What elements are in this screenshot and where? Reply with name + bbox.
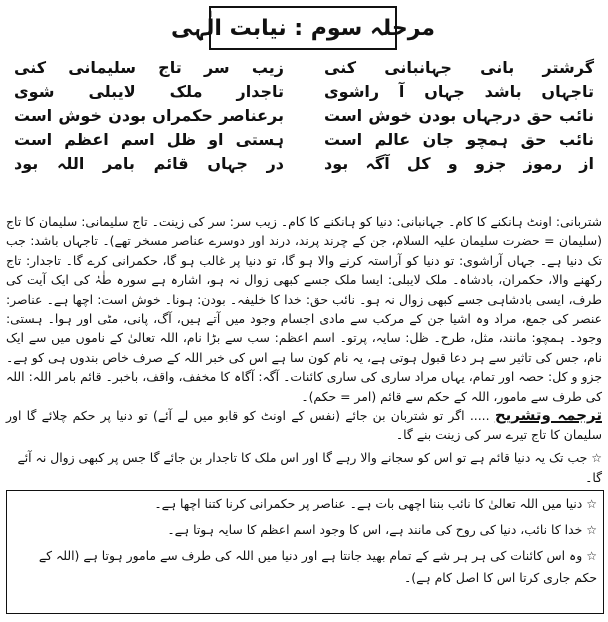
poem <box>14 58 594 178</box>
star-icon: ☆ <box>586 523 597 537</box>
misra-right: از رموز جزو و کل آگہ بود <box>324 154 594 173</box>
translation-heading: ترجمہ وتشریح <box>494 406 602 425</box>
list-item <box>6 448 602 487</box>
poem-verse <box>14 154 594 178</box>
commentary <box>6 212 602 445</box>
translation-text: اگر تو شتربان بن جائے (نفس کے اونٹ کو قابو میں لے آئے) تو دنیا پر حکم چلائے گا اور سلیمان کا تاج تیرے سر کی زینت بنے گا۔ <box>6 408 602 443</box>
misra-left: ہستی او ظل اسم اعظم است <box>14 130 284 149</box>
poem-verse <box>14 82 594 106</box>
misra-right: گرشتر بانی جہانبانی کنی <box>324 58 594 77</box>
misra-left: در جہاں قائم بامر اللہ بود <box>14 154 284 173</box>
misra-right: نائب حق ہمچو جان عالم است <box>324 130 594 149</box>
star-icon: ☆ <box>586 549 597 563</box>
misra-right: نائب حق درجہاں بودن خوش است <box>324 106 594 125</box>
star-icon: ☆ <box>591 451 602 465</box>
list-item-text: وہ اس کائنات کی ہر ہر شے کے تمام بھید جانتا ہے اور دنیا میں اللہ کی طرف سے مامور ہوتا ہے (اللہ کے حکم جاری کرتا اس کا اصل کام ہے)۔ <box>38 548 597 585</box>
misra-right: تاجہاں باشد جہاں آ راشوی <box>324 82 594 101</box>
page-title: مرحلہ سوم : نیابت الٰہی <box>209 6 397 50</box>
glossary-paragraph: شتربانی: اونٹ ہانکنے کا کام۔ جہانبانی: دنیا کو ہانکنے کا کام۔ زیب سر: سر کی زینت۔ تاج سلیمانی: سلیمان کا تاج (سلیمان = حضرت سلیمان علیہ السلام، جن کے چرند پرند، درند اور دوسرے عناصر مسخر تھے)۔ تاجہاں باشد: جب تک دنیا ہے۔ جہاں آراشوی: تو دنیا کو آراستہ کرنے والا ہو گا، تو دنیا پر غالب ہو گا، حکمرانی کرے گا۔ تاجدار: تاج رکھنے والا، حکمران، بادشاہ۔ ملک لایبلی: ایسا ملک جسے کبھی زوال نہ ہو، اشارہ ہے سورہ طٰہٰ کی ایک آیت کی طرف، ایسی بادشاہی جسے کبھی زوال نہ ہو۔ نائب حق: خدا کا خلیفہ۔ بودن: ہونا۔ خوش است: اچھا ہے۔ عناصر: عنصر کی جمع، مراد وہ اشیا جن کے مرکب سے مادی اجسام وجود میں آتے ہیں، آگ، پانی، مٹی اور ہوا۔ ہستی: وجود۔ ہمچو: مانند، مثل، طرح۔ ظل: سایہ، پرتو۔ اسم اعظم: سب سے بڑا نام، اللہ تعالیٰ کے ناموں میں سے ایک نام، جس کی تاثیر سے ہر دعا قبول ہوتی ہے، یہ نام کون سا ہے اس کی خبر اللہ کے صرف خاص بندوں ہی کو ہے۔ جزو و کل: حصہ اور تمام، یہاں مراد ساری کی ساری کائنات۔ آگہ: آگاہ کا مخفف، واقف، باخبر۔ قائم بامر اللہ: اللہ کی طرف سے مامور، اللہ کے حکم سے قائم (امر = حکم)۔ <box>6 214 602 404</box>
list-item <box>13 493 597 515</box>
star-icon: ☆ <box>586 497 597 511</box>
misra-left: برعناصر حکمراں بودن خوش است <box>14 106 284 125</box>
misra-left: زیب سر تاج سلیمانی کنی <box>14 58 284 77</box>
list-item-text: جب تک یہ دنیا قائم ہے تو اس کو سجانے والا رہے گا اور اس ملک کا تاجدار بن جائے گا جس پر کبھی زوال نہ آئے گا۔ <box>17 450 602 485</box>
boxed-notes <box>6 490 604 614</box>
list-item <box>13 519 597 541</box>
translation-paragraph <box>6 406 602 445</box>
poem-verse <box>14 130 594 154</box>
list-item-text: خدا کا نائب، دنیا کی روح کی مانند ہے، اس کا وجود اسم اعظم کا سایہ ہوتا ہے۔ <box>167 522 583 537</box>
poem-verse <box>14 106 594 130</box>
translation-dots: ..... <box>469 408 490 424</box>
poem-verse <box>14 58 594 82</box>
bullet-list-top <box>6 448 602 487</box>
misra-left: تاجدار ملک لایبلی شوی <box>14 82 284 101</box>
list-item-text: دنیا میں اللہ تعالیٰ کا نائب بننا اچھی بات ہے۔ عناصر پر حکمرانی کرنا کتنا اچھا ہے۔ <box>154 496 583 511</box>
list-item <box>13 545 597 588</box>
